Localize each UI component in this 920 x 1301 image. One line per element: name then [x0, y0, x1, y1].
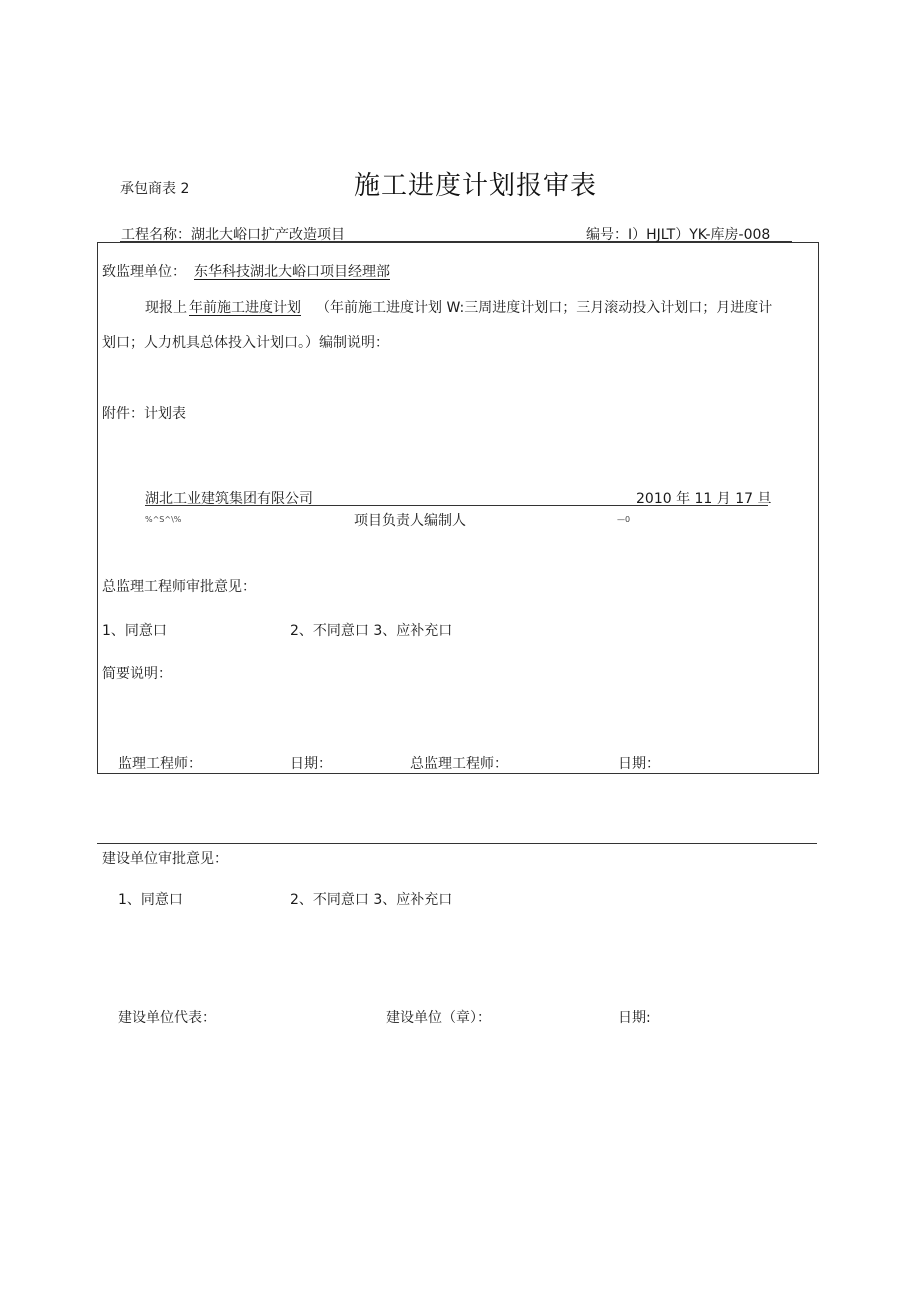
report-options-line1: （年前施工进度计划 W:三周进度计划口；三月滚动投入计划口；月进度计: [316, 300, 773, 316]
signature-mark: %^S^\%: [145, 515, 182, 524]
signature-mark-2: —0: [617, 515, 631, 524]
owner-seal-label: 建设单位（章）：: [386, 1010, 491, 1026]
contractor-company: 湖北工业建筑集团有限公司: [145, 491, 313, 507]
supervisor-option-others: 2、不同意口 3、应补充口: [290, 623, 453, 639]
to-unit-value: 东华科技湖北大峪口项目经理部: [194, 264, 390, 280]
report-plan: 年前施工进度计划: [189, 300, 301, 316]
chief-date-label: 日期：: [618, 756, 660, 772]
owner-opinion-label: 建设单位审批意见：: [102, 851, 228, 867]
attachment: 附件：计划表: [102, 406, 186, 422]
supervisor-opinion-label: 总监理工程师审批意见：: [102, 579, 256, 595]
form-code: 承包商表 2: [120, 181, 190, 197]
page-title: 施工进度计划报审表: [354, 171, 598, 201]
submission-date: 2010 年 11 月 17 旦: [636, 491, 772, 507]
chief-engineer-label: 总监理工程师：: [410, 756, 508, 772]
owner-option-agree: 1、同意口: [118, 892, 183, 908]
brief-description-label: 简要说明：: [102, 666, 172, 682]
review-form-box: [97, 242, 819, 774]
owner-section-rule: [97, 843, 817, 844]
project-name: 工程名称：湖北大峪口扩产改造项目: [121, 227, 345, 243]
to-unit-label: 致监理单位：: [102, 264, 186, 280]
owner-rep-label: 建设单位代表：: [118, 1010, 216, 1026]
serial-number: 编号：I）HJLT）YK-库房-008: [586, 227, 771, 243]
engineer-label: 监理工程师：: [118, 756, 202, 772]
engineer-date-label: 日期：: [290, 756, 332, 772]
signers: 项目负责人编制人: [354, 513, 466, 529]
supervisor-option-agree: 1、同意口: [102, 623, 167, 639]
report-options-line2: 划口；人力机具总体投入计划口。）编制说明：: [102, 335, 389, 351]
report-prefix: 现报上: [145, 300, 187, 316]
owner-date-label: 日期:: [618, 1010, 651, 1026]
owner-option-others: 2、不同意口 3、应补充口: [290, 892, 453, 908]
